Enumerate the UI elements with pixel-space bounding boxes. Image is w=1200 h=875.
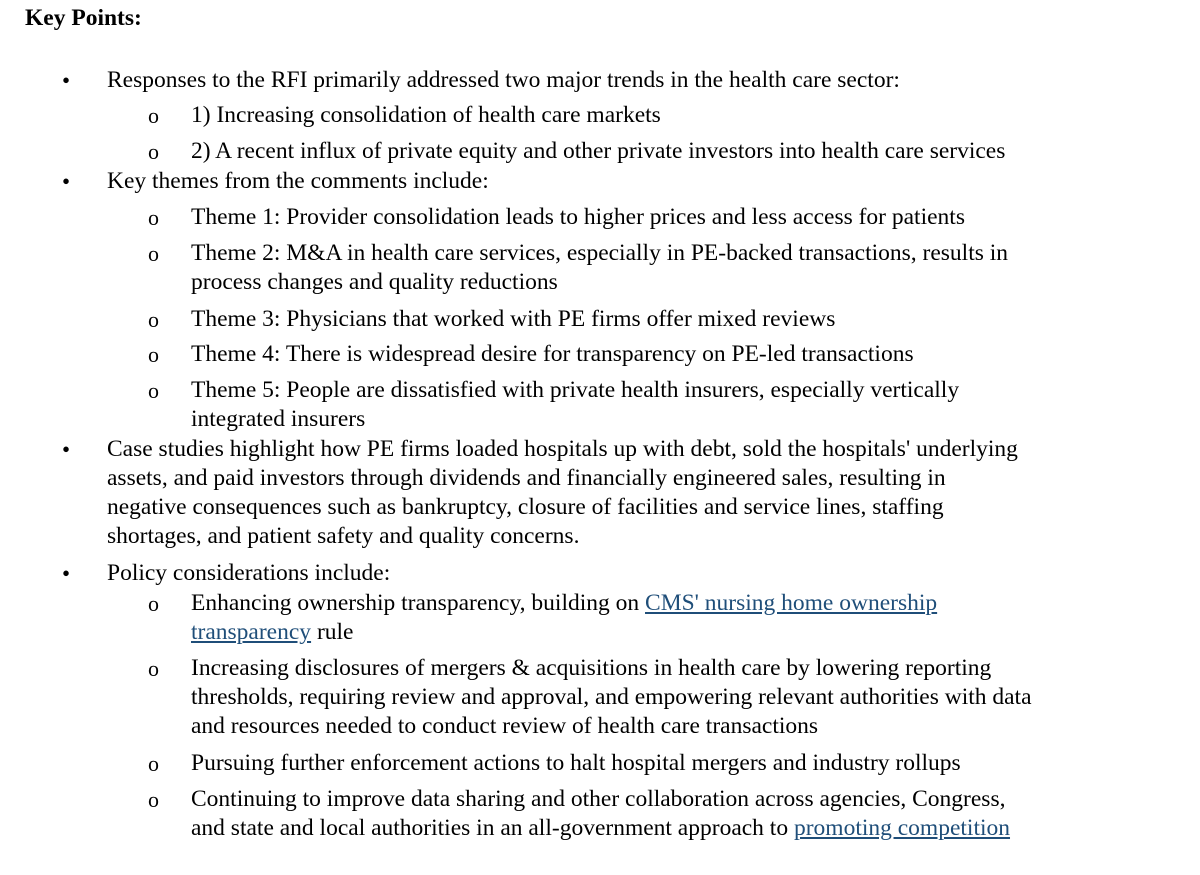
cms-ownership-link-cont[interactable]: transparency — [191, 619, 312, 645]
bullet-3-line-2: assets, and paid investors through dividends and financially engineered sales, resulting in — [107, 465, 946, 491]
bullet-3-line-3: negative consequences such as bankruptcy, closure of facilities and service lines, staffing — [107, 494, 944, 520]
bullet-1-text: Responses to the RFI primarily addressed two major trends in the health care sector: — [107, 67, 900, 93]
theme-5-line-2: integrated insurers — [191, 406, 366, 432]
bullet-marker: • — [62, 437, 71, 462]
bullet-1-sub-1: 1) Increasing consolidation of health care markets — [191, 102, 661, 128]
policy-2-line-2: thresholds, requiring review and approval, and empowering relevant authorities with data — [191, 684, 1032, 710]
bullet-marker: • — [62, 169, 71, 194]
cms-ownership-link[interactable]: CMS' nursing home ownership — [645, 590, 938, 616]
policy-1-text-end: rule — [311, 619, 354, 645]
sub-bullet-marker: o — [148, 591, 159, 616]
sub-bullet-marker: o — [148, 751, 159, 776]
sub-bullet-marker: o — [148, 378, 159, 403]
policy-4-text: and state and local authorities in an all-government approach to — [191, 815, 794, 841]
theme-1: Theme 1: Provider consolidation leads to higher prices and less access for patients — [191, 204, 965, 230]
bullet-3-line-1: Case studies highlight how PE firms loaded hospitals up with debt, sold the hospitals' underlying — [107, 436, 1018, 462]
sub-bullet-marker: o — [148, 342, 159, 367]
sub-bullet-marker: o — [148, 656, 159, 681]
sub-bullet-marker: o — [148, 205, 159, 230]
policy-1-text: Enhancing ownership transparency, building on — [191, 590, 646, 616]
sub-bullet-marker: o — [148, 241, 159, 266]
policy-2-line-1: Increasing disclosures of mergers & acquisitions in health care by lowering reporting — [191, 655, 992, 681]
theme-2-line-1: Theme 2: M&A in health care services, especially in PE-backed transactions, results in — [191, 240, 1009, 266]
policy-2-line-3: and resources needed to conduct review of health care transactions — [191, 713, 819, 739]
sub-bullet-marker: o — [148, 139, 159, 164]
sub-bullet-marker: o — [148, 103, 159, 128]
bullet-4-text: Policy considerations include: — [107, 560, 391, 586]
sub-bullet-marker: o — [148, 307, 159, 332]
bullet-3-line-4: shortages, and patient safety and quality concerns. — [107, 523, 580, 549]
bullet-1-sub-2: 2) A recent influx of private equity and other private investors into health care services — [191, 138, 1006, 164]
policy-1-line-1 — [191, 589, 937, 619]
promoting-competition-link[interactable]: promoting competition — [793, 815, 1011, 841]
policy-1-line-2 — [191, 618, 353, 648]
theme-4: Theme 4: There is widespread desire for transparency on PE-led transactions — [191, 341, 914, 367]
theme-2-line-2: process changes and quality reductions — [191, 269, 558, 295]
policy-4-line-1: Continuing to improve data sharing and other collaboration across agencies, Congress, — [191, 786, 1006, 812]
bullet-marker: • — [62, 68, 71, 93]
sub-bullet-marker: o — [148, 787, 159, 812]
policy-3: Pursuing further enforcement actions to halt hospital mergers and industry rollups — [191, 750, 961, 776]
policy-4-line-2 — [191, 814, 1010, 844]
bullet-2-text: Key themes from the comments include: — [107, 168, 489, 194]
bullet-marker: • — [62, 561, 71, 586]
theme-3: Theme 3: Physicians that worked with PE firms offer mixed reviews — [191, 306, 836, 332]
theme-5-line-1: Theme 5: People are dissatisfied with private health insurers, especially vertically — [191, 377, 960, 403]
key-points-heading: Key Points: — [25, 5, 142, 31]
